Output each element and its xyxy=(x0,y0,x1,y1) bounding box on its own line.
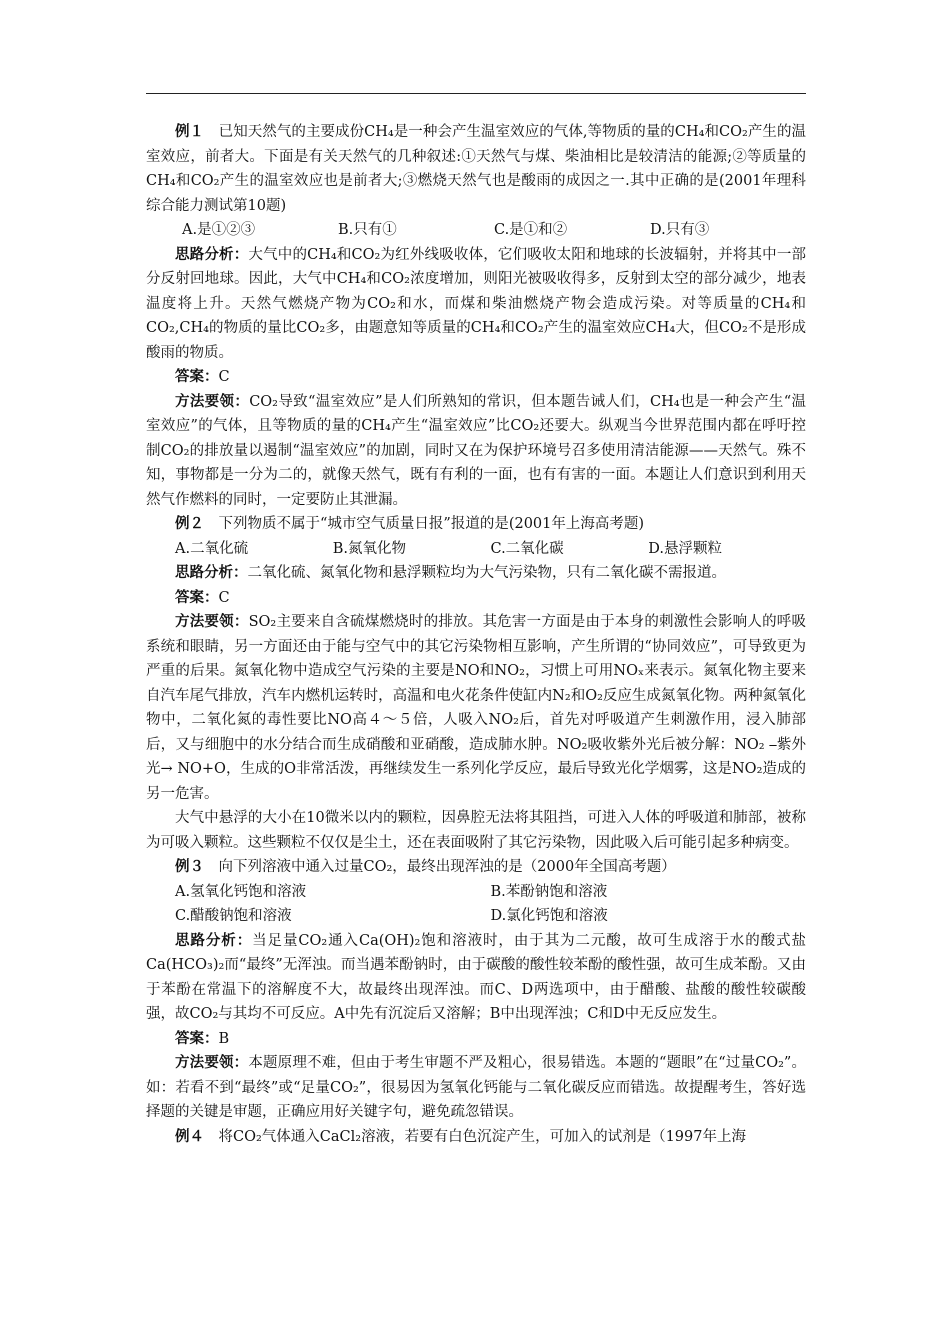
q3-option-c: C.醋酸钠饱和溶液 xyxy=(175,908,292,924)
q1-option-a: A.是①②③ xyxy=(182,222,256,238)
q3-option-a: A.氢氧化钙饱和溶液 xyxy=(175,883,307,900)
q2-answer: 答案：C xyxy=(175,588,230,606)
q1-stem: 例１ 已知天然气的主要成份CH₄是一种会产生温室效应的气体,等物质的量的CH₄和CO₂产生的温室效应，前者大。下面是有关天然气的几种叙述:①天然气与煤、柴油相比是较清洁的能源;②等质量的CH₄和CO₂产生的温室效应也是前者大;③燃烧天然气也是酸雨的成因之一.其中正确的是(2001年理科综合能力测试第10题) xyxy=(146,123,806,214)
document-body xyxy=(146,120,806,1149)
q2-option-d: D.悬浮颗粒 xyxy=(648,540,722,557)
q2-option-a: A.二氧化硫 xyxy=(175,540,249,557)
q3-stem: 例３ 向下列溶液中通入过量CO₂，最终出现浑浊的是（2000年全国高考题） xyxy=(175,858,676,875)
q3-option-d: D.氯化钙饱和溶液 xyxy=(490,908,608,924)
q3-option-b: B.苯酚钠饱和溶液 xyxy=(490,883,608,900)
q2-extra: 大气中悬浮的大小在10微米以内的颗粒，因鼻腔无法将其阻挡，可进入人体的呼吸道和肺部，被称为可吸入颗粒。这些颗粒不仅仅是尘土，还在表面吸附了其它污染物，因此吸入后可能引起多种病变。 xyxy=(146,810,806,851)
q3-method: 方法要领：本题原理不难，但由于考生审题不严及粗心，很易错选。本题的“题眼”在“过量CO₂”。如：若看不到“最终”或“足量CO₂”，很易因为氢氧化钙能与二氧化碳反应而错选。故提醒考生，答好选择题的关键是审题，正确应用好关键字句，避免疏忽错误。 xyxy=(146,1054,806,1120)
q2-stem: 例２ 下列物质不属于“城市空气质量日报”报道的是(2001年上海高考题) xyxy=(175,515,645,532)
q2-label: 例２ xyxy=(175,515,204,532)
q1-option-b: B.只有① xyxy=(338,222,397,238)
q4-label: 例４ xyxy=(175,1127,204,1145)
q4-stem: 例４ 将CO₂气体通入CaCl₂溶液，若要有白色沉淀产生，可加入的试剂是（1997年上海 xyxy=(175,1127,746,1145)
q2-method: 方法要领：SO₂主要来自含硫煤燃烧时的排放。其危害一方面是由于本身的刺激性会影响人的呼吸系统和眼睛，另一方面还由于能与空气中的其它污染物相互影响，产生所谓的“协同效应”，可导致更为严重的后果。氮氧化物中造成空气污染的主要是NO和NO₂，习惯上可用NOₓ来表示。氮氧化物主要来自汽车尾气排放，汽车内燃机运转时，高温和电火花条件使缸内N₂和O₂反应生成氮氧化物。两种氮氧化物中，二氧化氮的毒性要比NO高４～５倍，人吸入NO₂后，首先对呼吸道产生刺激作用，浸入肺部后，又与细胞中的水分结合而生成硝酸和亚硝酸，造成肺水肿。NO₂吸收紫外光后被分解：NO₂ ⎯紫外光→ NO+O，生成的O非常活泼，再继续发生一系列化学反应，最后导致光化学烟雾，这是NO₂造成的另一危害。 xyxy=(146,613,807,802)
q2-analysis: 思路分析：二氧化硫、氮氧化物和悬浮颗粒均为大气污染物，只有二氧化碳不需报道。 xyxy=(175,564,726,581)
q3-label: 例３ xyxy=(175,858,204,875)
q2-options xyxy=(146,537,806,562)
q1-method: 方法要领：CO₂导致“温室效应”是人们所熟知的常识，但本题告诫人们，CH₄也是一种会产生“温室效应”的气体，且等物质的量的CH₄产生“温室效应”比CO₂还要大。纵观当今世界范围内都在呼吁控制CO₂的排放量以遏制“温室效应”的加剧，同时又在为保护环境号召多使用清洁能源——天然气。殊不知，事物都是一分为二的，就像天然气，既有有利的一面，也有有害的一面。本题让人们意识到利用天然气作燃料的同时，一定要防止其泄漏。 xyxy=(146,392,806,508)
q3-answer: 答案：B xyxy=(175,1029,230,1047)
q3-analysis: 思路分析：当足量CO₂通入Ca(OH)₂饱和溶液时，由于其为二元酸，故可生成溶于水的酸式盐Ca(HCO₃)₂而“最终”无浑浊。而当遇苯酚钠时，由于碳酸的酸性较苯酚的酸性强，故可生成苯酚。又由于苯酚在常温下的溶解度不大，故最终出现浑浊。而C、D两选项中，由于醋酸、盐酸的酸性较碳酸强，故CO₂与其均不可反应。A中先有沉淀后又溶解；B中出现浑浊；C和D中无反应发生。 xyxy=(146,931,806,1022)
q1-options xyxy=(146,218,806,243)
q2-option-b: B.氮氧化物 xyxy=(332,540,407,557)
q2-option-c: C.二氧化碳 xyxy=(490,540,564,557)
q1-analysis: 思路分析：大气中的CH₄和CO₂为红外线吸收体，它们吸收太阳和地球的长波辐射，并将其中一部分反射回地球。因此，大气中CH₄和CO₂浓度增加，则阳光被吸收得多，反射到太空的部分减少，地表温度将上升。天然气燃烧产物为CO₂和水，而煤和柴油燃烧产物会造成污染。对等质量的CH₄和CO₂,CH₄的物质的量比CO₂多，由题意知等质量的CH₄和CO₂产生的温室效应CH₄大，但CO₂不是形成酸雨的物质。 xyxy=(146,245,806,361)
q1-option-c: C.是①和② xyxy=(494,222,568,238)
q1-label: 例１ xyxy=(175,123,205,140)
q1-answer: 答案：C xyxy=(175,368,230,385)
q1-option-d: D.只有③ xyxy=(650,222,710,238)
header-rule xyxy=(146,93,806,94)
q3-options xyxy=(146,880,806,929)
